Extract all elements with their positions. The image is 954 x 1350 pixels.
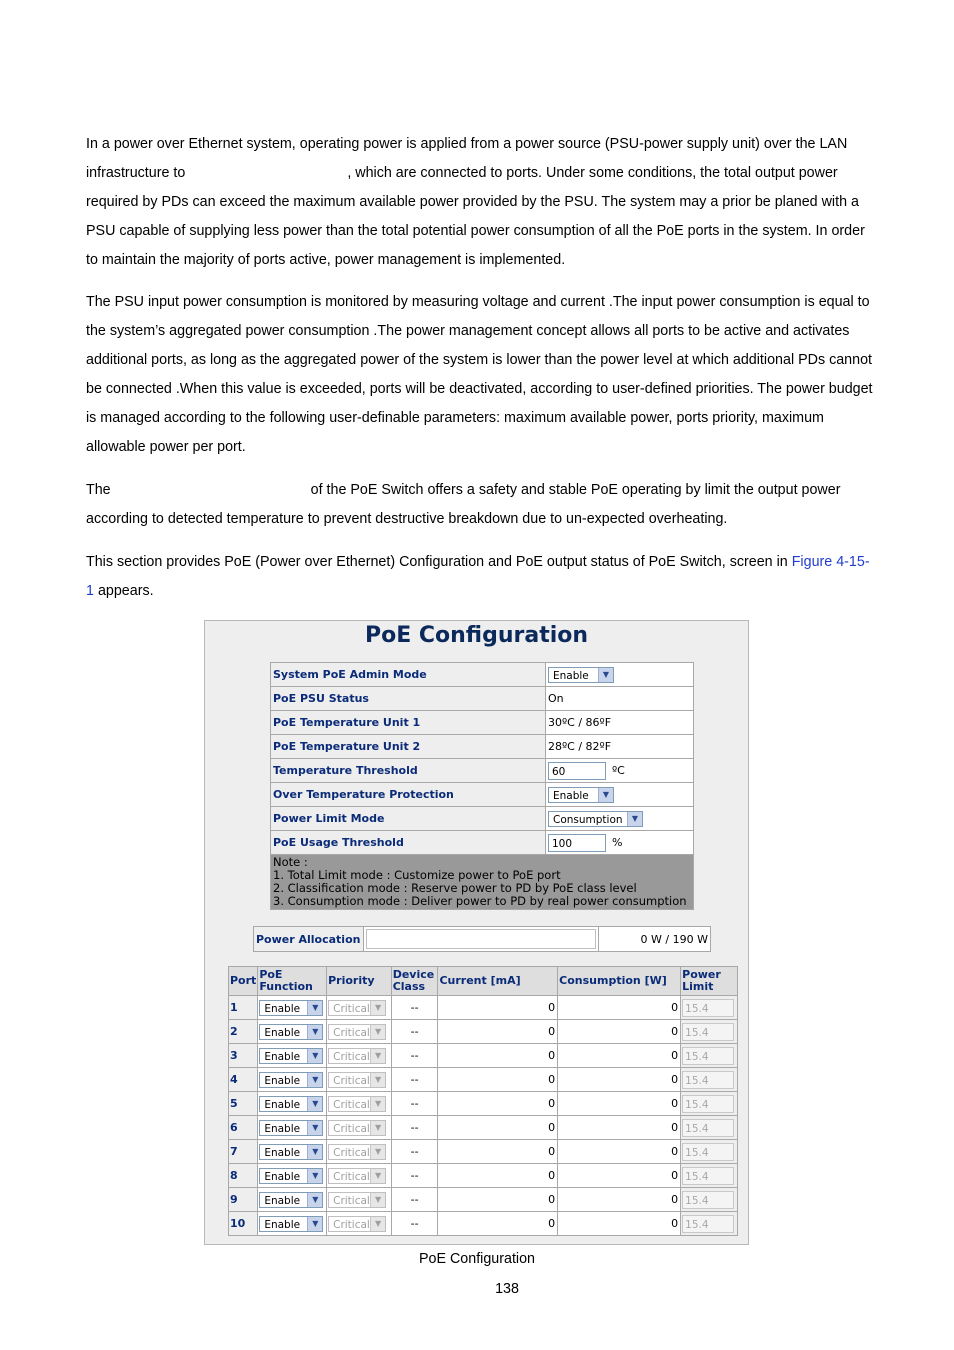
paragraph-intro [86, 130, 876, 275]
chevron-down-icon: ▼ [307, 1193, 322, 1207]
power-limit-cell [681, 1164, 738, 1188]
port-row [229, 1116, 738, 1140]
poe-settings-table [270, 662, 694, 910]
setting-select-value: Consumption [553, 813, 623, 826]
poe-function-select[interactable] [259, 1096, 323, 1112]
priority-cell [327, 1140, 392, 1164]
priority-select [328, 1000, 386, 1016]
power-limit-input: 15.4 [682, 1095, 734, 1113]
device-class: -- [391, 1044, 438, 1068]
device-class: -- [391, 1092, 438, 1116]
column-header: PoE Function [258, 967, 327, 996]
current-value: 0 [438, 996, 558, 1020]
consumption-value: 0 [558, 1116, 681, 1140]
setting-text: On [548, 692, 564, 705]
figure-link[interactable]: Figure 4-15-1 [86, 554, 870, 599]
chevron-down-icon: ▼ [370, 1169, 385, 1183]
power-allocation-bar [366, 929, 596, 949]
priority-select-value: Critical [333, 1170, 370, 1183]
device-class: -- [391, 1188, 438, 1212]
paragraph-temperature-part-b: of the PoE Switch offers a safety and stable PoE operating by limit the output power according to detected temperature to prevent destructive breakdown due to un-expected overheating. [86, 482, 841, 527]
power-limit-cell [681, 1140, 738, 1164]
chevron-down-icon: ▼ [307, 1169, 322, 1183]
note-row [271, 855, 694, 910]
chevron-down-icon: ▼ [370, 1001, 385, 1015]
setting-label: Temperature Threshold [271, 759, 546, 783]
consumption-value: 0 [558, 1044, 681, 1068]
setting-row [271, 735, 694, 759]
power-limit-cell [681, 996, 738, 1020]
setting-input[interactable]: 100 [548, 834, 606, 852]
poe-function-cell [258, 1020, 327, 1044]
poe-configuration-screenshot [204, 620, 749, 1245]
setting-row [271, 711, 694, 735]
device-class: -- [391, 1212, 438, 1236]
power-limit-input: 15.4 [682, 1071, 734, 1089]
port-number: 7 [229, 1140, 258, 1164]
port-number: 10 [229, 1212, 258, 1236]
poe-function-cell [258, 1116, 327, 1140]
poe-function-select-value: Enable [264, 1122, 301, 1135]
chevron-down-icon: ▼ [370, 1217, 385, 1231]
column-header: Current [mA] [438, 967, 558, 996]
column-header: Power Limit [681, 967, 738, 996]
setting-value-cell [546, 759, 694, 783]
priority-select [328, 1024, 386, 1040]
priority-select [328, 1216, 386, 1232]
setting-row [271, 759, 694, 783]
setting-unit: % [612, 835, 623, 849]
priority-select [328, 1192, 386, 1208]
poe-function-cell [258, 1140, 327, 1164]
consumption-value: 0 [558, 1020, 681, 1044]
power-limit-cell [681, 1188, 738, 1212]
poe-function-select-value: Enable [264, 1194, 301, 1207]
setting-select[interactable] [548, 787, 614, 803]
poe-function-select[interactable] [259, 1168, 323, 1184]
setting-select-value: Enable [553, 789, 589, 802]
priority-select-value: Critical [333, 1098, 370, 1111]
consumption-value: 0 [558, 1188, 681, 1212]
priority-select-value: Critical [333, 1050, 370, 1063]
setting-select-value: Enable [553, 669, 589, 682]
setting-input[interactable]: 60 [548, 762, 606, 780]
power-limit-input: 15.4 [682, 1119, 734, 1137]
priority-cell [327, 1068, 392, 1092]
port-row [229, 1044, 738, 1068]
chevron-down-icon: ▼ [307, 1025, 322, 1039]
power-allocation-label: Power Allocation [254, 927, 364, 952]
poe-function-select[interactable] [259, 1144, 323, 1160]
priority-cell [327, 1020, 392, 1044]
port-row [229, 1164, 738, 1188]
poe-function-select-value: Enable [264, 1218, 301, 1231]
current-value: 0 [438, 1092, 558, 1116]
current-value: 0 [438, 1212, 558, 1236]
current-value: 0 [438, 1044, 558, 1068]
port-status-table [228, 966, 738, 1236]
device-class: -- [391, 1068, 438, 1092]
power-limit-cell [681, 1092, 738, 1116]
setting-label: PoE Temperature Unit 2 [271, 735, 546, 759]
current-value: 0 [438, 1188, 558, 1212]
setting-label: PoE Usage Threshold [271, 831, 546, 855]
page-number: 138 [495, 1281, 519, 1297]
power-limit-input: 15.4 [682, 1143, 734, 1161]
poe-function-select[interactable] [259, 1000, 323, 1016]
priority-cell [327, 1092, 392, 1116]
poe-function-select-value: Enable [264, 1026, 301, 1039]
port-number: 2 [229, 1020, 258, 1044]
poe-function-select-value: Enable [264, 1050, 301, 1063]
priority-cell [327, 1164, 392, 1188]
chevron-down-icon: ▼ [370, 1073, 385, 1087]
device-class: -- [391, 1140, 438, 1164]
priority-select [328, 1072, 386, 1088]
setting-label: Over Temperature Protection [271, 783, 546, 807]
port-number: 1 [229, 996, 258, 1020]
poe-function-cell [258, 1068, 327, 1092]
power-limit-cell [681, 1068, 738, 1092]
consumption-value: 0 [558, 1068, 681, 1092]
chevron-down-icon: ▼ [307, 1097, 322, 1111]
current-value: 0 [438, 1020, 558, 1044]
poe-function-cell [258, 1212, 327, 1236]
figure-caption: PoE Configuration [418, 1251, 536, 1267]
setting-row [271, 687, 694, 711]
setting-value-cell [546, 807, 694, 831]
chevron-down-icon: ▼ [370, 1121, 385, 1135]
paragraph-section-tail: appears. [97, 583, 154, 599]
setting-row [271, 783, 694, 807]
setting-unit: ºC [612, 763, 625, 777]
chevron-down-icon: ▼ [307, 1049, 322, 1063]
power-allocation-row [253, 926, 711, 952]
port-number: 4 [229, 1068, 258, 1092]
setting-value-cell [546, 687, 694, 711]
setting-value-cell [546, 783, 694, 807]
poe-function-select[interactable] [259, 1192, 323, 1208]
chevron-down-icon: ▼ [307, 1217, 322, 1231]
setting-row [271, 807, 694, 831]
chevron-down-icon: ▼ [307, 1001, 322, 1015]
poe-function-select-value: Enable [264, 1170, 301, 1183]
port-row [229, 1188, 738, 1212]
note-line: 1. Total Limit mode : Customize power to PoE port [273, 868, 561, 882]
setting-label: PoE Temperature Unit 1 [271, 711, 546, 735]
priority-cell [327, 1116, 392, 1140]
port-row [229, 1068, 738, 1092]
paragraph-intro-part-a: In a power over Ethernet system, operating power is applied from a power source (PSU-power supply unit) over the LAN infrastructure to [86, 136, 848, 181]
poe-function-select-value: Enable [264, 1098, 301, 1111]
setting-value-cell [546, 663, 694, 687]
chevron-down-icon: ▼ [370, 1097, 385, 1111]
priority-cell [327, 1212, 392, 1236]
setting-value-cell [546, 711, 694, 735]
priority-cell [327, 1188, 392, 1212]
setting-label: System PoE Admin Mode [271, 663, 546, 687]
power-limit-input: 15.4 [682, 1023, 734, 1041]
consumption-value: 0 [558, 996, 681, 1020]
setting-value-cell [546, 831, 694, 855]
chevron-down-icon: ▼ [370, 1145, 385, 1159]
power-limit-input: 15.4 [682, 1191, 734, 1209]
poe-function-select[interactable] [259, 1216, 323, 1232]
consumption-value: 0 [558, 1164, 681, 1188]
screenshot-title: PoE Configuration [364, 623, 589, 648]
consumption-value: 0 [558, 1212, 681, 1236]
port-row [229, 1092, 738, 1116]
setting-label: Power Limit Mode [271, 807, 546, 831]
setting-select[interactable] [548, 667, 614, 683]
chevron-down-icon: ▼ [307, 1073, 322, 1087]
priority-select [328, 1120, 386, 1136]
paragraph-temperature [86, 476, 876, 534]
port-row [229, 1020, 738, 1044]
port-number: 5 [229, 1092, 258, 1116]
paragraph-intro-part-b: , which are connected to ports. Under some conditions, the total output power required by PDs can exceed the maximum available power provided by the PSU. The system may a prior be planed with a PSU capable of supplying less power than the total potential power consumption of all the PoE ports in the system. In order to maintain the majority of ports active, power management is implemented. [86, 165, 865, 268]
poe-function-select[interactable] [259, 1048, 323, 1064]
paragraph-power-management: The PSU input power consumption is monitored by measuring voltage and current .The input power consumption is equal to the system’s aggregated power consumption .The power management concept allows all ports to be active and activates additional ports, as long as the aggregated power of the system is lower than the power level at which additional PDs cannot be connected .When this value is exceeded, ports will be deactivated, according to user-defined priorities. The power budget is managed according to the following user-definable parameters: maximum available power, ports priority, maximum allowable power per port. [86, 294, 873, 455]
device-class: -- [391, 996, 438, 1020]
power-limit-input: 15.4 [682, 999, 734, 1017]
chevron-down-icon: ▼ [370, 1049, 385, 1063]
port-number: 3 [229, 1044, 258, 1068]
chevron-down-icon: ▼ [598, 788, 613, 802]
chevron-down-icon: ▼ [627, 812, 642, 826]
priority-select-value: Critical [333, 1074, 370, 1087]
setting-value-cell [546, 735, 694, 759]
column-header: Priority [327, 967, 392, 996]
port-row [229, 1212, 738, 1236]
current-value: 0 [438, 1164, 558, 1188]
power-limit-input: 15.4 [682, 1215, 734, 1233]
port-row [229, 996, 738, 1020]
chevron-down-icon: ▼ [307, 1145, 322, 1159]
port-number: 9 [229, 1188, 258, 1212]
power-limit-input: 15.4 [682, 1047, 734, 1065]
current-value: 0 [438, 1116, 558, 1140]
power-limit-cell [681, 1020, 738, 1044]
note-heading: Note : [273, 855, 308, 869]
power-limit-cell [681, 1212, 738, 1236]
priority-select-value: Critical [333, 1122, 370, 1135]
priority-select-value: Critical [333, 1002, 370, 1015]
power-limit-input: 15.4 [682, 1167, 734, 1185]
poe-function-select[interactable] [259, 1120, 323, 1136]
note-line: 2. Classification mode : Reserve power to PD by PoE class level [273, 881, 637, 895]
setting-label: PoE PSU Status [271, 687, 546, 711]
setting-text: 30ºC / 86ºF [548, 716, 612, 729]
current-value: 0 [438, 1140, 558, 1164]
poe-function-select-value: Enable [264, 1074, 301, 1087]
setting-row [271, 663, 694, 687]
chevron-down-icon: ▼ [598, 668, 613, 682]
column-header: Device Class [391, 967, 438, 996]
poe-function-select[interactable] [259, 1024, 323, 1040]
paragraph-section-text: This section provides PoE (Power over Ethernet) Configuration and PoE output status of PoE Switch, screen in [86, 554, 788, 570]
chevron-down-icon: ▼ [370, 1025, 385, 1039]
priority-select-value: Critical [333, 1194, 370, 1207]
consumption-value: 0 [558, 1092, 681, 1116]
device-class: -- [391, 1164, 438, 1188]
priority-select-value: Critical [333, 1218, 370, 1231]
power-limit-cell [681, 1044, 738, 1068]
power-allocation-value: 0 W / 190 W [599, 927, 711, 952]
setting-text: 28ºC / 82ºF [548, 740, 612, 753]
priority-select-value: Critical [333, 1146, 370, 1159]
poe-function-select[interactable] [259, 1072, 323, 1088]
priority-select [328, 1096, 386, 1112]
consumption-value: 0 [558, 1140, 681, 1164]
chevron-down-icon: ▼ [307, 1121, 322, 1135]
poe-function-select-value: Enable [264, 1002, 301, 1015]
paragraph-temperature-part-a: The [86, 482, 111, 498]
poe-function-cell [258, 996, 327, 1020]
device-class: -- [391, 1020, 438, 1044]
power-limit-cell [681, 1116, 738, 1140]
setting-select[interactable] [548, 811, 643, 827]
note-line: 3. Consumption mode : Deliver power to PD by real power consumption [273, 894, 687, 908]
column-header: Consumption [W] [558, 967, 681, 996]
poe-function-select-value: Enable [264, 1146, 301, 1159]
port-number: 8 [229, 1164, 258, 1188]
chevron-down-icon: ▼ [370, 1193, 385, 1207]
poe-function-cell [258, 1044, 327, 1068]
column-header: Port [229, 967, 258, 996]
device-class: -- [391, 1116, 438, 1140]
setting-row [271, 831, 694, 855]
note-box [271, 855, 694, 910]
port-number: 6 [229, 1116, 258, 1140]
paragraph-section-intro [86, 548, 876, 606]
priority-select [328, 1144, 386, 1160]
priority-cell [327, 996, 392, 1020]
poe-function-cell [258, 1188, 327, 1212]
poe-function-cell [258, 1092, 327, 1116]
current-value: 0 [438, 1068, 558, 1092]
priority-select-value: Critical [333, 1026, 370, 1039]
port-row [229, 1140, 738, 1164]
priority-cell [327, 1044, 392, 1068]
poe-function-cell [258, 1164, 327, 1188]
priority-select [328, 1168, 386, 1184]
priority-select [328, 1048, 386, 1064]
